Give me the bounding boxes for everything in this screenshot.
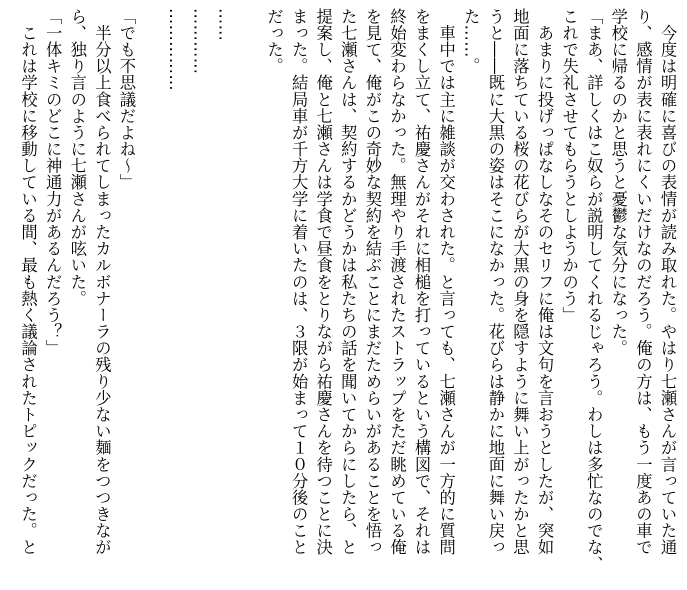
text-line: これは学校に移動している間、最も熱く議論されたトピックだった。と (18, 8, 38, 556)
text-line: 地面に落ちている桜の花びらが大黒の身を隠すように舞い上がったかと思 (510, 8, 530, 556)
text-line: 「まあ、詳しくはこ奴らが説明してくれるじゃろう。わしは多忙なのでな、 (584, 8, 604, 573)
ellipsis-line: …………… (166, 8, 186, 91)
text-line: 終始変わらなかった。無理やり手渡されたストラップをただ眺めている俺 (387, 8, 407, 556)
text-line: これで失礼させてもらうとしようかのう」 (559, 8, 579, 324)
text-line: まった。結局車が千方大学に着いたのは、３限が始まって１０分後のこと (289, 8, 309, 556)
text-line: 車中では主に雑談が交わされた。と言っても、七瀬さんが一方的に質問 (436, 8, 456, 556)
text-line: 提案し、俺と七瀬さんは学食で昼食をとりながら祐慶さんを待つことに決 (313, 8, 333, 556)
text-line: り、感情が表に表れにくいだけなのだろう。俺の方は、もう一度あの車で (633, 8, 653, 556)
text-line: た……。 (461, 8, 481, 75)
text-line: あまりに投げっぱなしなそのセリフに俺は文句を言おうとしたが、突如 (535, 8, 555, 556)
blank-line (236, 8, 261, 586)
text-line: 学校に帰るのかと思うと憂鬱な気分になった。 (608, 8, 628, 357)
blank-line (138, 8, 163, 586)
text-line: ら、独り言のように七瀬さんが呟いた。 (67, 8, 87, 307)
text-line: を見て、俺がこの奇妙な契約を結ぶことにまだためらいがあることを悟っ (362, 8, 382, 556)
vertical-text-body (15, 8, 679, 586)
text-line: 今度は明確に喜びの表情が読み取れた。やはり七瀬さんが言っていた通 (658, 8, 677, 556)
text-line: 半分以上食べられてしまったカルボナーラの残り少ない麺をつつきなが (92, 8, 112, 556)
text-line: 「でも不思議だよね～」 (116, 8, 136, 191)
text-line: だった。 (264, 8, 284, 75)
ellipsis-line: ………… (190, 8, 210, 75)
ellipsis-line: …… (215, 8, 235, 42)
text-line: をまくし立て、祐慶さんがそれに相槌を打っているという構図で、それは (412, 8, 432, 556)
text-line: 「一体キミのどこに神通力があるんだろう？」 (43, 8, 63, 357)
text-line: た七瀬さんは、契約するかどうかは私たちの話を聞いてからにしたら、と (338, 8, 358, 556)
text-line: うと――既に大黒の姿はそこになかった。花びらは静かに地面に舞い戻っ (485, 8, 505, 556)
